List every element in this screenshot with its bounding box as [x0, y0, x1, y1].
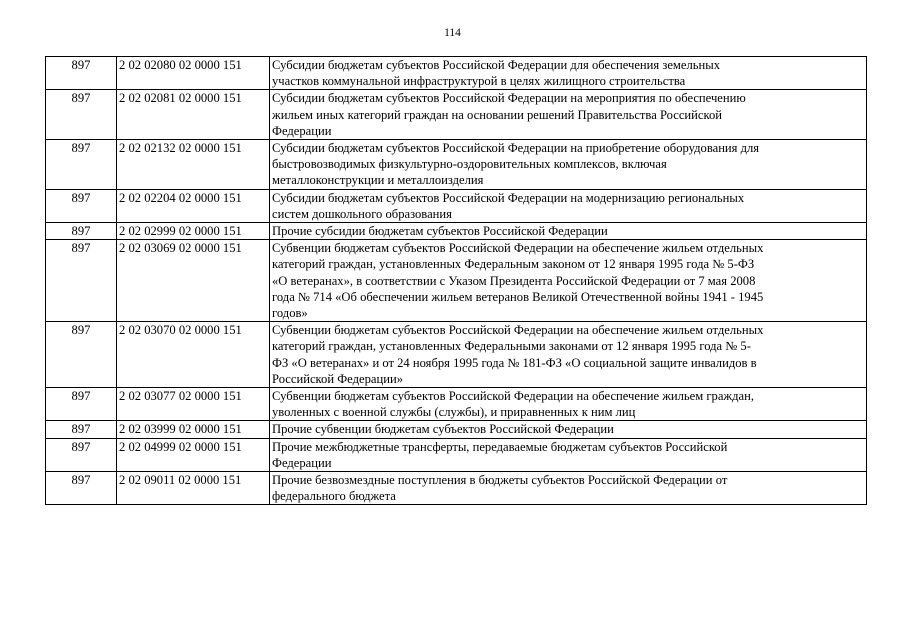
revenue-name-line: Федерации	[272, 123, 332, 138]
revenue-name-cell	[270, 223, 867, 240]
revenue-name-cell	[270, 140, 867, 190]
budget-code-cell: 2 02 03999 02 0000 151	[117, 421, 270, 438]
revenue-name-cell	[270, 438, 867, 471]
revenue-name-line: участков коммунальной инфраструктурой в целях жилищного строительства	[272, 74, 686, 89]
table-row	[46, 189, 867, 222]
table-row	[46, 438, 867, 471]
table-row	[46, 388, 867, 421]
revenue-name-cell	[270, 388, 867, 421]
budget-code-cell: 2 02 09011 02 0000 151	[117, 472, 270, 505]
revenue-name-line: Субсидии бюджетам субъектов Российской Федерации на мероприятия по обеспечению	[272, 91, 746, 106]
revenue-name-line: федерального бюджета	[272, 489, 396, 504]
revenue-name-line: Российской Федерации»	[272, 371, 403, 386]
table-body	[46, 57, 867, 505]
table-row	[46, 240, 867, 322]
admin-code-cell: 897	[46, 322, 117, 388]
revenue-name-line: Субсидии бюджетам субъектов Российской Федерации на модернизацию региональных	[272, 190, 745, 205]
admin-code-cell: 897	[46, 90, 117, 140]
admin-code-cell: 897	[46, 223, 117, 240]
admin-code-cell: 897	[46, 388, 117, 421]
revenue-name-line: металлоконструкции и металлоизделия	[272, 173, 484, 188]
table-row	[46, 57, 867, 90]
revenue-name-cell	[270, 57, 867, 90]
revenue-name-line: Федерации	[272, 455, 332, 470]
revenue-name-line: уволенных с военной службы (службы), и приравненных к ним лиц	[272, 405, 636, 420]
revenue-name-cell	[270, 421, 867, 438]
revenue-name-line: Субвенции бюджетам субъектов Российской Федерации на обеспечение жильем отдельных	[272, 241, 764, 256]
admin-code-cell: 897	[46, 438, 117, 471]
table-row	[46, 223, 867, 240]
revenue-name-line: «О ветеранах», в соответствии с Указом Президента Российской Федерации от 7 мая 2008	[272, 273, 756, 288]
revenue-name-line: Субвенции бюджетам субъектов Российской Федерации на обеспечение жильем отдельных	[272, 323, 764, 338]
revenue-name-cell	[270, 472, 867, 505]
table-row	[46, 421, 867, 438]
table-row	[46, 90, 867, 140]
revenue-name-line: Прочие безвозмездные поступления в бюджеты субъектов Российской Федерации от	[272, 473, 728, 488]
revenue-name-line: быстровозводимых физкультурно-оздоровительных комплексов, включая	[272, 157, 667, 172]
admin-code-cell: 897	[46, 472, 117, 505]
revenue-name-line: Субсидии бюджетам субъектов Российской Федерации на приобретение оборудования для	[272, 141, 760, 156]
revenue-name-cell	[270, 90, 867, 140]
table-row	[46, 472, 867, 505]
revenue-name-line: категорий граждан, установленных Федеральным законом от 12 января 1995 года № 5-ФЗ	[272, 257, 755, 272]
revenue-name-cell	[270, 322, 867, 388]
budget-classification-table	[45, 56, 867, 505]
admin-code-cell: 897	[46, 421, 117, 438]
budget-code-cell: 2 02 02081 02 0000 151	[117, 90, 270, 140]
revenue-name-line: Субсидии бюджетам субъектов Российской Федерации для обеспечения земельных	[272, 58, 721, 72]
budget-code-cell: 2 02 03070 02 0000 151	[117, 322, 270, 388]
revenue-name-line: года № 714 «Об обеспечении жильем ветеранов Великой Отечественной войны 1941 - 1945	[272, 289, 764, 304]
revenue-name-line: систем дошкольного образования	[272, 206, 452, 221]
revenue-name-line: годов»	[272, 306, 308, 321]
budget-code-cell: 2 02 03077 02 0000 151	[117, 388, 270, 421]
admin-code-cell: 897	[46, 57, 117, 90]
budget-code-cell: 2 02 02204 02 0000 151	[117, 189, 270, 222]
table-row	[46, 322, 867, 388]
budget-code-cell: 2 02 02132 02 0000 151	[117, 140, 270, 190]
revenue-name-cell	[270, 189, 867, 222]
revenue-name-line: Субвенции бюджетам субъектов Российской Федерации на обеспечение жильем граждан,	[272, 389, 755, 404]
revenue-name-line: Прочие субсидии бюджетам субъектов Российской Федерации	[272, 224, 608, 239]
budget-code-cell: 2 02 02080 02 0000 151	[117, 57, 270, 90]
table-row	[46, 140, 867, 190]
revenue-name-line: жильем иных категорий граждан на основании решений Правительства Российской	[272, 107, 723, 122]
budget-code-cell: 2 02 03069 02 0000 151	[117, 240, 270, 322]
budget-code-cell: 2 02 04999 02 0000 151	[117, 438, 270, 471]
revenue-name-line: Прочие субвенции бюджетам субъектов Российской Федерации	[272, 422, 614, 437]
revenue-name-cell	[270, 240, 867, 322]
admin-code-cell: 897	[46, 189, 117, 222]
admin-code-cell: 897	[46, 140, 117, 190]
revenue-name-line: категорий граждан, установленных Федеральными законами от 12 января 1995 года № 5-	[272, 339, 751, 354]
budget-code-cell: 2 02 02999 02 0000 151	[117, 223, 270, 240]
admin-code-cell: 897	[46, 240, 117, 322]
page-number: 114	[444, 27, 461, 39]
revenue-name-line: ФЗ «О ветеранах» и от 24 ноября 1995 года № 181-ФЗ «О социальной защите инвалидов в	[272, 355, 757, 370]
revenue-name-line: Прочие межбюджетные трансферты, передаваемые бюджетам субъектов Российской	[272, 439, 728, 454]
